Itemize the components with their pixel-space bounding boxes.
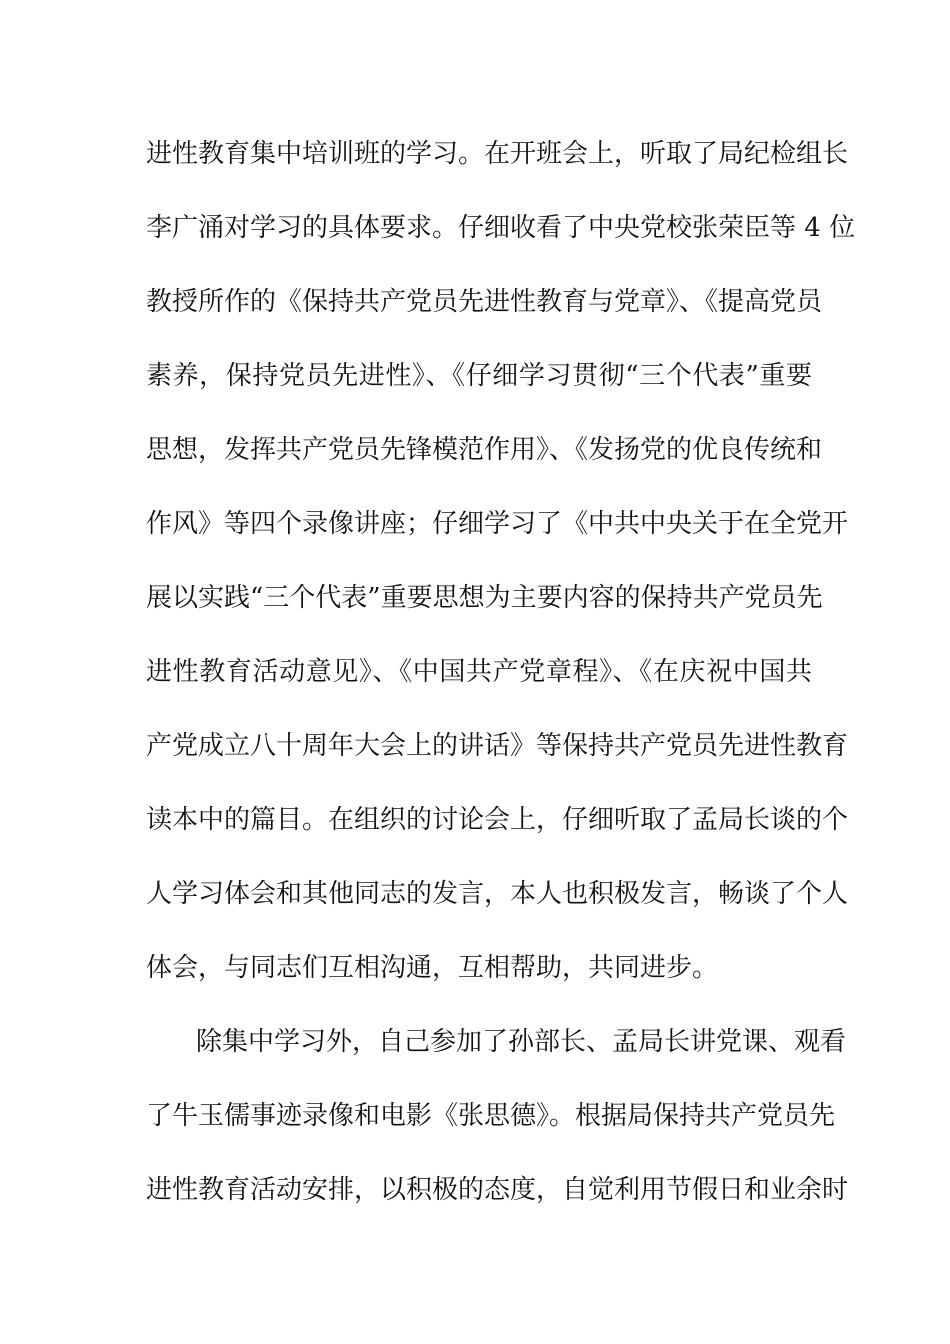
text-line: 进性教育集中培训班的学习。在开班会上，听取了局纪检组长 bbox=[146, 139, 849, 169]
paragraph-first-line: 除集中学习外，自己参加了孙部长、孟局长讲党课、观看 bbox=[196, 1027, 847, 1057]
text-line: 思想，发挥共产党员先锋模范作用》、《发扬党的优良传统和 bbox=[146, 435, 823, 465]
body-text bbox=[146, 132, 856, 1242]
text-line: 展以实践“三个代表”重要思想为主要内容的保持共产党员先 bbox=[146, 583, 823, 613]
text-line: 进性教育活动意见》、《中国共产党章程》、《在庆祝中国共 bbox=[146, 657, 812, 687]
text-line: 读本中的篇目。在组织的讨论会上，仔细听取了孟局长谈的个 bbox=[146, 805, 849, 835]
text-line: 人学习体会和其他同志的发言，本人也积极发言，畅谈了个人 bbox=[146, 879, 849, 909]
text-line: 了牛玉儒事迹录像和电影《张思德》。根据局保持共产党员先 bbox=[146, 1101, 836, 1131]
text-line: 产党成立八十周年大会上的讲话》等保持共产党员先进性教育 bbox=[146, 731, 849, 761]
text-line: 素养，保持党员先进性》、《仔细学习贯彻“三个代表”重要 bbox=[146, 361, 812, 391]
text-line: 教授所作的《保持共产党员先进性教育与党章》、《提高党员 bbox=[146, 287, 823, 317]
text-line: 体会，与同志们互相沟通，互相帮助，共同进步。 bbox=[146, 953, 719, 983]
text-line: 作风》等四个录像讲座；仔细学习了《中共中央关于在全党开 bbox=[146, 509, 849, 539]
text-line: 进性教育活动安排，以积极的态度，自觉利用节假日和业余时 bbox=[146, 1175, 849, 1205]
text-line: 李广涌对学习的具体要求。仔细收看了中央党校张荣臣等 4 位 bbox=[146, 213, 856, 243]
